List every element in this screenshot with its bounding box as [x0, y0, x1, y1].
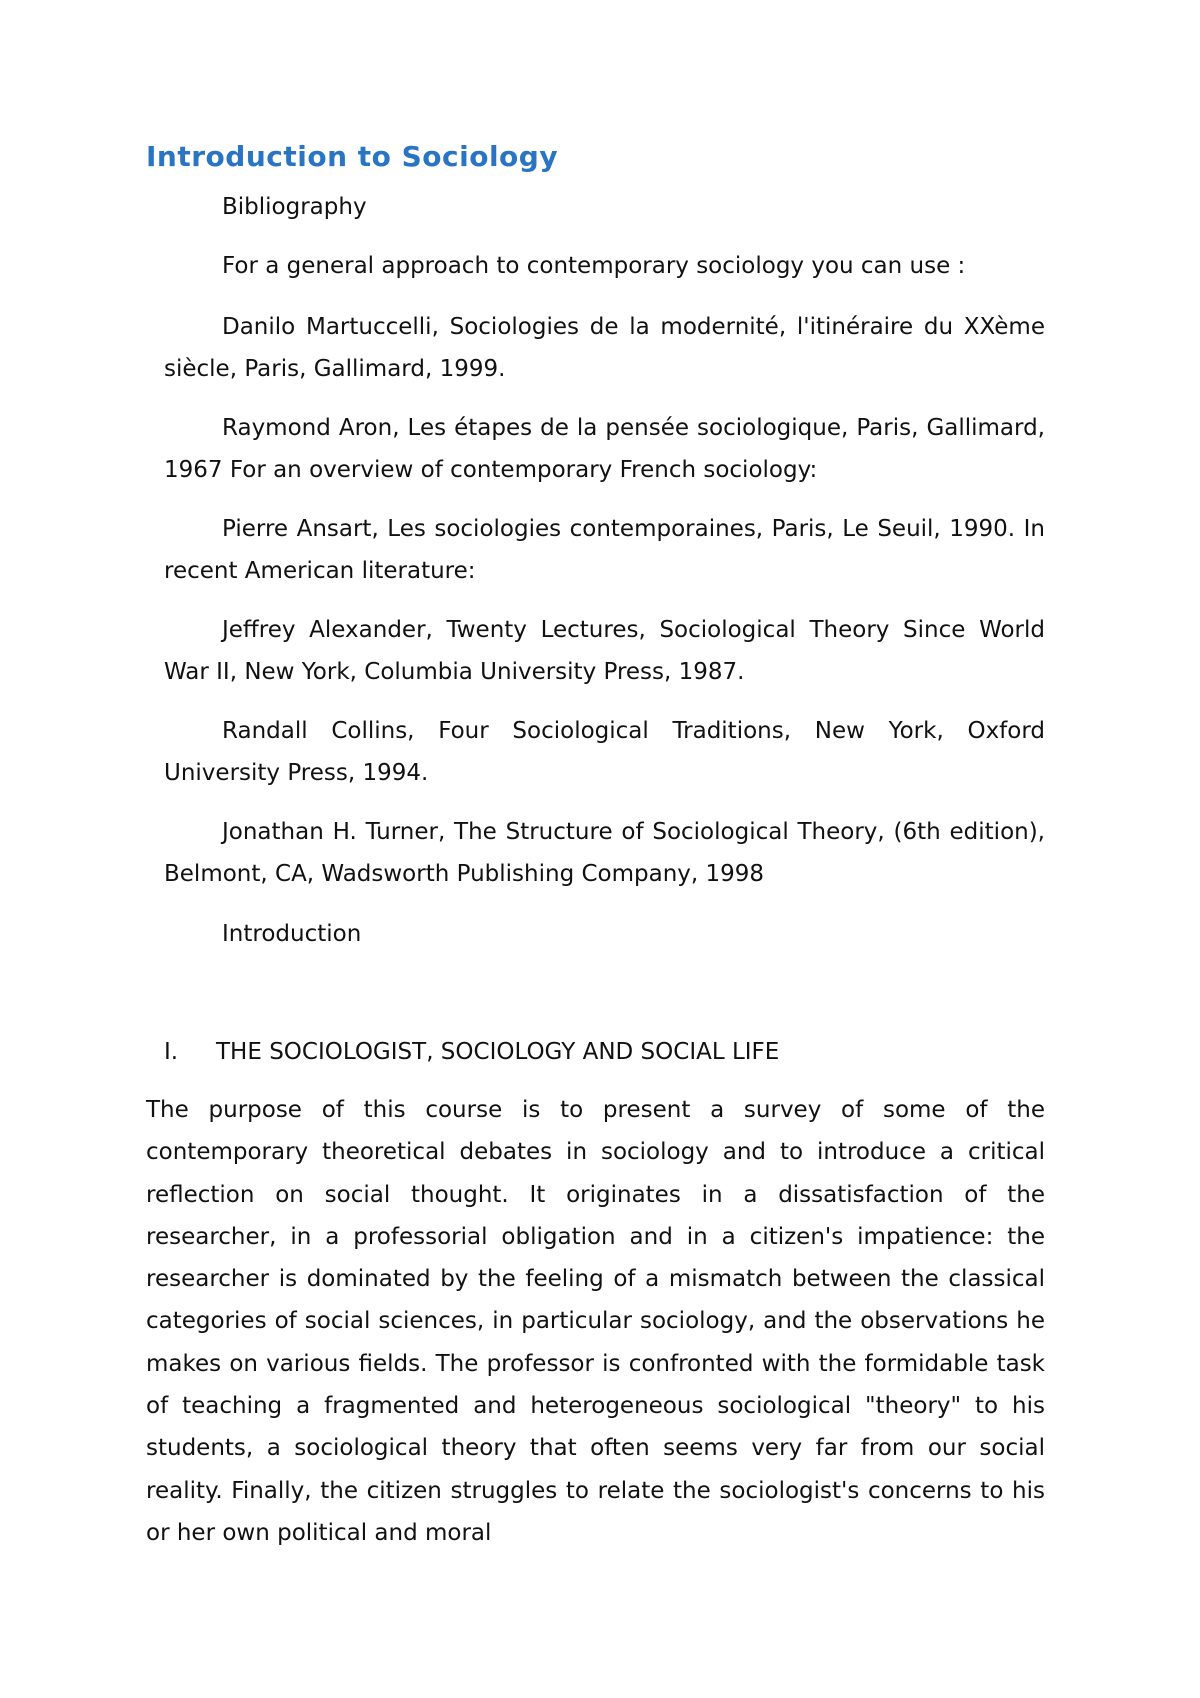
reference-turner: Jonathan H. Turner, The Structure of Sociological Theory, (6th edition), Belmont, CA, Wadsworth Publishing Company, 1998	[164, 819, 1045, 887]
section-heading	[164, 1031, 779, 1073]
reference-ansart: Pierre Ansart, Les sociologies contemporaines, Paris, Le Seuil, 1990. In recent American literature:	[164, 516, 1045, 584]
reference-alexander: Jeffrey Alexander, Twenty Lectures, Sociological Theory Since World War II, New York, Columbia University Press, 1987.	[164, 617, 1045, 685]
reference-collins: Randall Collins, Four Sociological Traditions, New York, Oxford University Press, 1994.	[164, 718, 1045, 786]
reference-martuccelli: Danilo Martuccelli, Sociologies de la modernité, l'itinéraire du XXème siècle, Paris, Gallimard, 1999.	[164, 314, 1045, 382]
introduction-label: Introduction	[222, 921, 362, 947]
section-number: I.	[164, 1039, 179, 1065]
general-approach-line: For a general approach to contemporary sociology you can use :	[222, 253, 966, 279]
document-title: Introduction to Sociology	[146, 140, 559, 173]
body-paragraph: The purpose of this course is to present a survey of some of the contemporary theoretical debates in sociology and to introduce a critical reflection on social thought. It originates in a dissatisfaction of the researcher, in a professorial obligation and in a citizen's impatience: the researcher is dominated by the feeling of a mismatch between the classical categories of social sciences, in particular sociology, and the observations he makes on various fields. The professor is confronted with the formidable task of teaching a fragmented and heterogeneous sociological "theory" to his students, a sociological theory that often seems very far from our social reality. Finally, the citizen struggles to relate the sociologist's concerns to his or her own political and moral	[146, 1097, 1045, 1546]
reference-aron: Raymond Aron, Les étapes de la pensée sociologique, Paris, Gallimard, 1967 For an overview of contemporary French sociology:	[164, 415, 1045, 483]
section-title: THE SOCIOLOGIST, SOCIOLOGY AND SOCIAL LIFE	[216, 1039, 780, 1065]
bibliography-label: Bibliography	[222, 194, 367, 220]
